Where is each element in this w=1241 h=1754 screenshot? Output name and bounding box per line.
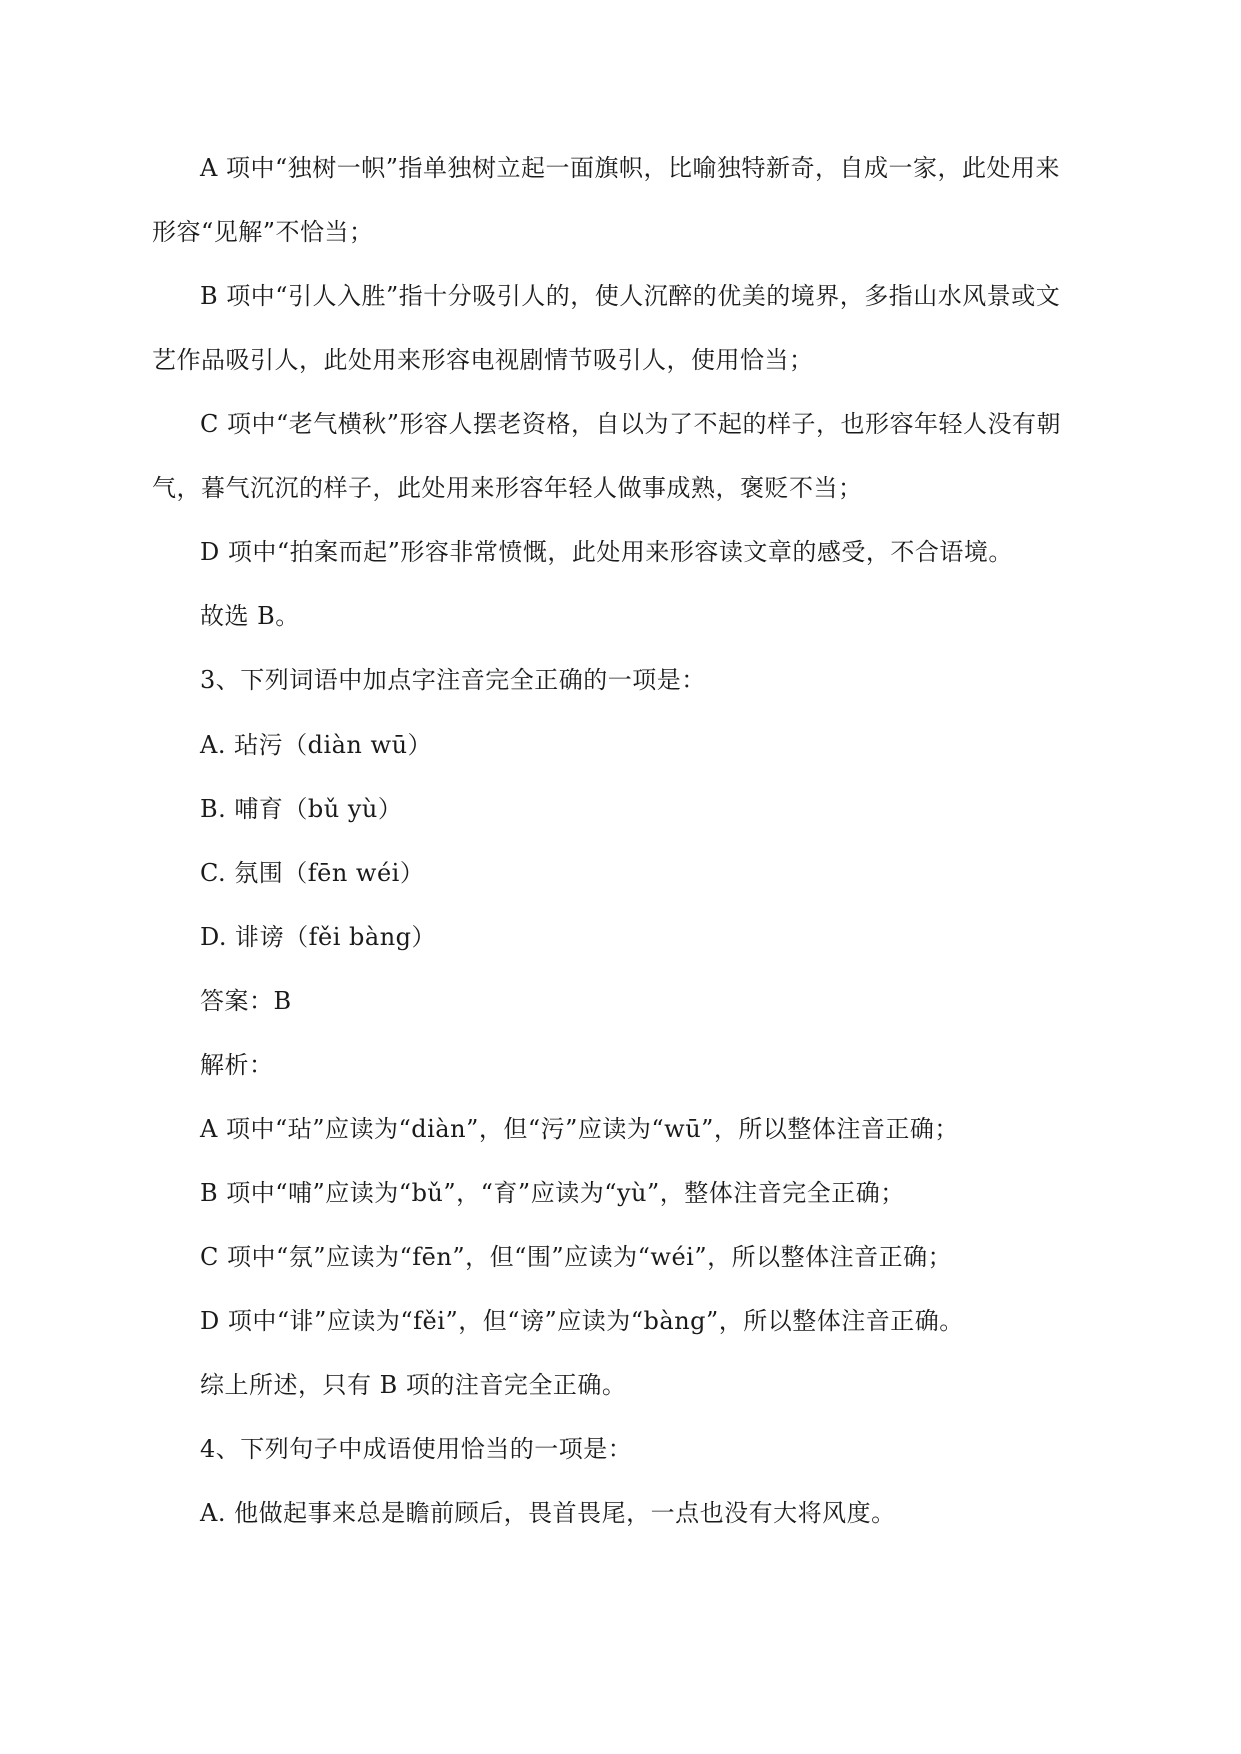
question-3-option-a: A. 玷污（diàn wū） — [200, 731, 433, 759]
question-3-analysis-d: D 项中“诽”应读为“fěi”，但“谤”应读为“bàng”，所以整体注音正确。 — [200, 1307, 964, 1335]
question-3-analysis-heading: 解析： — [200, 1051, 274, 1079]
analysis-option-a-line2: 形容“见解”不恰当； — [152, 218, 374, 246]
analysis-option-d: D 项中“拍案而起”形容非常愤慨，此处用来形容读文章的感受，不合语境。 — [200, 538, 1013, 566]
question-3-option-d: D. 诽谤（fěi bàng） — [200, 923, 437, 951]
question-3-stem: 3、下列词语中加点字注音完全正确的一项是： — [200, 666, 706, 694]
question-3-summary: 综上所述，只有 B 项的注音完全正确。 — [200, 1371, 627, 1399]
question-4-option-a: A. 他做起事来总是瞻前顾后，畏首畏尾，一点也没有大将风度。 — [200, 1499, 896, 1527]
question-3-analysis-b: B 项中“哺”应读为“bǔ”，“育”应读为“yù”，整体注音完全正确； — [200, 1179, 905, 1207]
analysis-option-c-line2: 气，暮气沉沉的样子，此处用来形容年轻人做事成熟，褒贬不当； — [152, 474, 863, 502]
question-3-option-c: C. 氛围（fēn wéi） — [200, 859, 425, 887]
question-3-option-b: B. 哺育（bǔ yù） — [200, 795, 403, 823]
question-3-analysis-a: A 项中“玷”应读为“diàn”，但“污”应读为“wū”，所以整体注音正确； — [200, 1115, 959, 1143]
question-3-analysis-c: C 项中“氛”应读为“fēn”，但“围”应读为“wéi”，所以整体注音正确； — [200, 1243, 953, 1271]
analysis-option-b-line1: B 项中“引人入胜”指十分吸引人的，使人沉醉的优美的境界，多指山水风景或文 — [200, 282, 1061, 310]
conclusion-choose-b: 故选 B。 — [200, 602, 300, 630]
question-4-stem: 4、下列句子中成语使用恰当的一项是： — [200, 1435, 633, 1463]
analysis-option-c-line1: C 项中“老气横秋”形容人摆老资格，自以为了不起的样子，也形容年轻人没有朝 — [200, 410, 1062, 438]
question-3-answer: 答案：B — [200, 987, 292, 1015]
analysis-option-a-line1: A 项中“独树一帜”指单独树立起一面旗帜，比喻独特新奇，自成一家，此处用来 — [200, 154, 1060, 182]
analysis-option-b-line2: 艺作品吸引人，此处用来形容电视剧情节吸引人，使用恰当； — [152, 346, 814, 374]
